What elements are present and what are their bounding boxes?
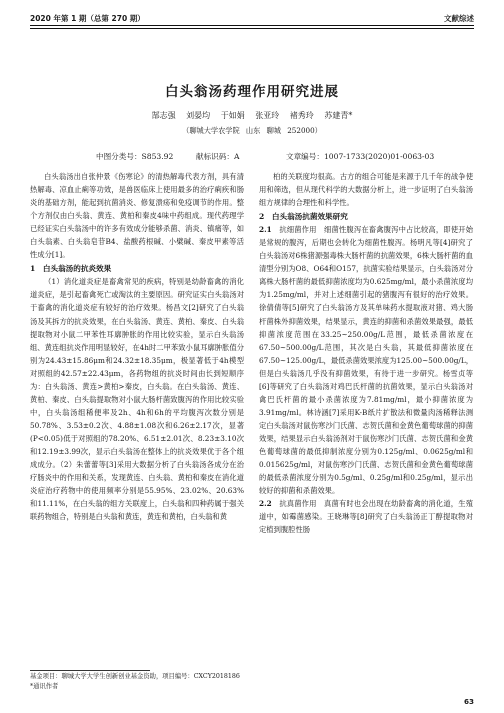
- journal-issue: 2020 年第 1 期（总第 270 期）: [30, 14, 145, 23]
- subsection-paragraph: [259, 223, 473, 497]
- page-number: 63: [463, 697, 474, 706]
- subsection-paragraph: [259, 497, 473, 536]
- section-heading: 2 白头翁汤抗菌效果研究: [259, 212, 348, 222]
- body-paragraph: 柏的关联度均很高。古方的组合可能是来源于几千年的战争使用和筛选，但从现代科学的大数据分析上，进一步证明了白头翁汤组方规律的合理性和科学性。: [259, 172, 473, 208]
- clc-number: 中图分类号：S853.92: [96, 152, 174, 161]
- header-rule-thick: [30, 25, 474, 26]
- fund-note: 基金项目：聊城大学大学生创新创业基金资助，项目编号：CXCY2018186: [30, 673, 240, 680]
- subsection-number: 2.2: [259, 499, 272, 509]
- article-number: 文章编号：1007-1733(2020)01-0063-03: [286, 152, 435, 161]
- footnote-rule: [30, 670, 150, 671]
- body-paragraph: 白头翁汤出自张仲景《伤寒论》的清热解毒代表方剂，具有清热解毒、凉血止痢等功效，是兽医临床上使用最多的治疗痢疾和肠炎的基础方剂，能起到抗菌消炎、修复溃疡和免疫调节的作用。整个方剂仅由白头翁、黄连、黄柏和秦皮4味中药组成。现代药理学已经证实白头翁汤中的许多有效成分能够杀菌、消炎、镇痛等，如白头翁素、白头翁皂苷B4、盐酸药根碱、小檗碱、秦皮甲素等活性成分[1]。: [30, 172, 244, 260]
- document-code: 献标识码：A: [196, 152, 240, 161]
- subsection-text: 抗细菌作用 细菌性腹泻在畜禽腹泻中占比较高，即使开始是常规的腹泻，后期也会转化为细菌性腹泻。杨明凡等[4]研究了白头翁汤对6株猪源强毒株大肠杆菌的抗菌效果，6株大肠杆菌的血清型分别为O8、O64和O157，抗菌实验结果显示，白头翁汤对分离株大肠杆菌的最低抑菌浓度均为0.625mg/ml，最小杀菌浓度均为1.25mg/ml，并对上述细菌引起的猪腹泻有很好的治疗效果。徐倩倩等[5]研究了白头翁汤方及其单味药水提取液对猪、鸡大肠杆菌株外抑菌效果，结果显示，黄连的抑菌和杀菌效果最强，最低抑菌浓度范围在33.25~250.00g/L范围，最低杀菌浓度在67.50~500.00g/L范围，其次是白头翁，其最低抑菌浓度在67.50~125.00g/L，最低杀菌效果浓度为125.00~500.00g/L，但是白头翁汤几乎没有抑菌效果，有待于进一步研究。杨雪贞等[6]等研究了白头翁汤对鸡巴氏杆菌的抗菌效果，显示白头翁汤对禽巴氏杆菌的最小杀菌浓度为7.81mg/ml，最小抑菌浓度为3.91mg/ml。林诗涵[7]采用K-B纸片扩散法和微量肉汤稀释法测定白头翁汤对鼠伤寒沙门氏菌、志贺氏菌和金黄色葡萄球菌的抑菌效果，结果显示白头翁汤剂对于鼠伤寒沙门氏菌、志贺氏菌和金黄色葡萄球菌的最低抑制浓度分别为0.125g/ml、0.0625g/ml和0.015625g/ml，对鼠伤寒沙门氏菌、志贺氏菌和金黄色葡萄球菌的最低杀菌浓度分别为0.5g/ml、0.25g/ml和0.25g/ml，显示出较好的抑菌和杀菌效果。: [259, 225, 473, 496]
- author-list: 郜志强 刘晏均 于如娟 张亚玲 褚秀玲 苏建青*: [151, 111, 353, 120]
- body-column-right: [259, 170, 473, 536]
- footnote: [30, 672, 474, 692]
- body-paragraph: （1）消化道炎症是畜禽常见的疾病，特别是幼龄畜禽的消化道炎症，是引起畜禽死亡或淘汰的主要原因。研究证实白头翁汤对于畜禽的消化道炎症有较好的治疗效果。杨昌文[2]研究了白头翁汤及其拆方的抗炎效果，在白头翁汤、黄连、黄柏、秦皮、白头翁提取物对小鼠二甲苯性耳廓肿胀的作用比较实验，显示白头翁汤组、黄连组抗炎作用明显较好，在4h时二甲苯致小鼠耳廓肿胀值分别为24.43±15.86μm和24.32±18.35μm，极显著低于4h模型对照组的42.57±22.43μm，各药物组的抗炎时间由长到短顺序为：白头翁汤、黄连>黄柏>秦皮，白头翁。在白头翁汤、黄连、黄柏、秦皮、白头翁提取物对小鼠大肠杆菌致腹泻的作用比较实验中，白头翁汤组稀便率及2h、4h和6h的平均腹泻次数分别是50.78%、3.53±0.2次、4.88±1.08次和6.26±2.17次，显著(P<0.05)低于对照组的78.20%、6.51±2.01次、8.23±3.10次和12.19±3.99次，显示白头翁汤在整体上的抗炎效果优于各个组成成分。（2）朱蕾蕾等[3]采用大数据分析了白头翁汤各成分在治疗肠炎中的作用和关系，发现黄连、白头翁、黄柏和秦皮在消化道炎症治疗药物中的使用频率分别是55.95%、23.02%、20.63%和11.11%，在白头翁的组方关联度上，白头翁和四种药属于强关联药物组合，特别是白头翁和黄连，黄连和黄柏，白头翁和黄: [30, 277, 244, 522]
- affiliation: （聊城大学农学院 山东 聊城 252000）: [182, 126, 322, 135]
- body-column-left: [30, 170, 244, 523]
- running-header: [30, 11, 474, 27]
- subsection-text: 抗真菌作用 真菌有时也会出现在幼龄畜禽的消化道，生殖道中，如霉菌感染。王晓琳等[8]研究了白头翁汤正丁醇提取物对定植到腹腔性肠: [259, 499, 473, 535]
- article-title: 白头翁汤药理作用研究进展: [165, 84, 339, 100]
- section-heading: 1 白头翁汤的抗炎效果: [30, 264, 112, 274]
- corresponding-note: *通讯作者: [30, 683, 59, 690]
- header-rule-thin: [30, 28, 474, 29]
- column-name: 文献综述: [444, 14, 474, 23]
- subsection-number: 2.1: [259, 225, 272, 235]
